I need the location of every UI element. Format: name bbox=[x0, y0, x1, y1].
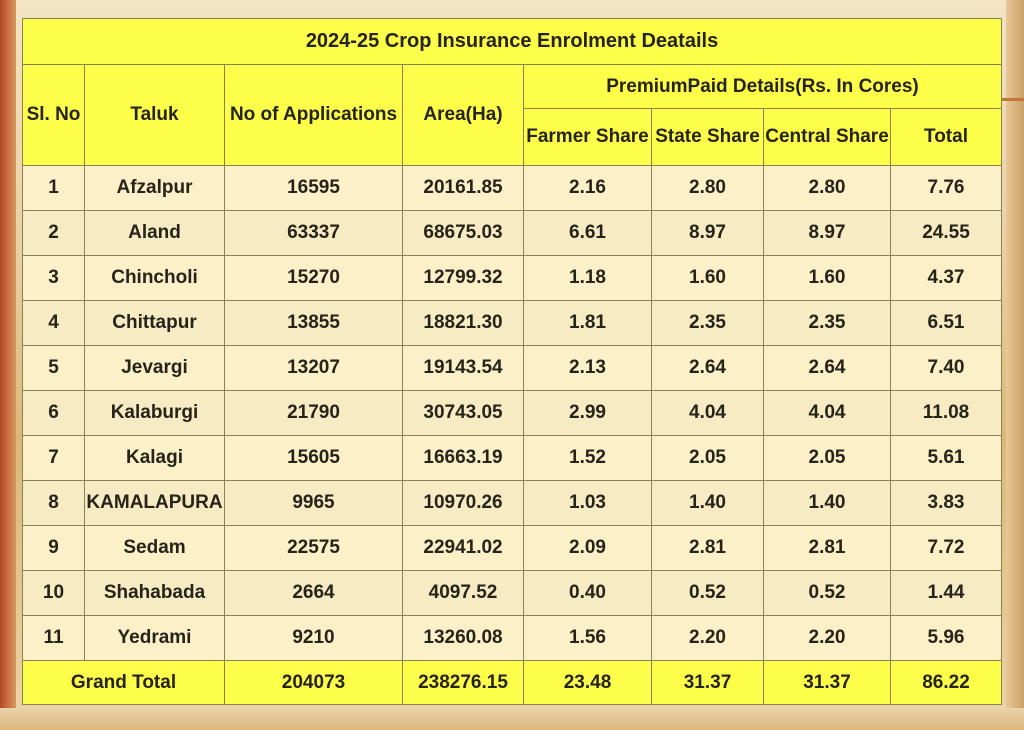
cell-area: 12799.32 bbox=[403, 256, 524, 301]
cell-farmer-share: 1.03 bbox=[524, 481, 652, 526]
cell-farmer-share: 1.56 bbox=[524, 616, 652, 661]
cell-farmer-share: 1.52 bbox=[524, 436, 652, 481]
cell-sl-no: 3 bbox=[23, 256, 85, 301]
cell-farmer-share: 1.18 bbox=[524, 256, 652, 301]
cell-area: 20161.85 bbox=[403, 166, 524, 211]
cell-area: 19143.54 bbox=[403, 346, 524, 391]
cell-total: 11.08 bbox=[891, 391, 1002, 436]
table-row bbox=[23, 391, 1002, 436]
cell-total: 4.37 bbox=[891, 256, 1002, 301]
table-row bbox=[23, 301, 1002, 346]
grand-total-row bbox=[23, 661, 1002, 705]
cell-area: 22941.02 bbox=[403, 526, 524, 571]
left-frame-border bbox=[0, 0, 16, 730]
cell-applications: 9210 bbox=[225, 616, 403, 661]
cell-total: 5.61 bbox=[891, 436, 1002, 481]
cell-state-share: 0.52 bbox=[652, 571, 764, 616]
grand-total-total: 86.22 bbox=[891, 661, 1002, 705]
cell-taluk: Shahabada bbox=[85, 571, 225, 616]
cell-farmer-share: 1.81 bbox=[524, 301, 652, 346]
cell-taluk: Chittapur bbox=[85, 301, 225, 346]
cell-farmer-share: 2.16 bbox=[524, 166, 652, 211]
cell-taluk: Chincholi bbox=[85, 256, 225, 301]
table-row bbox=[23, 436, 1002, 481]
cell-sl-no: 8 bbox=[23, 481, 85, 526]
header-state-share: State Share bbox=[652, 109, 764, 166]
header-farmer-share: Farmer Share bbox=[524, 109, 652, 166]
cell-applications: 13855 bbox=[225, 301, 403, 346]
cell-farmer-share: 6.61 bbox=[524, 211, 652, 256]
cell-central-share: 2.81 bbox=[764, 526, 891, 571]
cell-total: 7.72 bbox=[891, 526, 1002, 571]
cell-sl-no: 9 bbox=[23, 526, 85, 571]
cell-central-share: 1.60 bbox=[764, 256, 891, 301]
cell-applications: 63337 bbox=[225, 211, 403, 256]
header-applications: No of Applications bbox=[225, 65, 403, 166]
table-row bbox=[23, 616, 1002, 661]
cell-farmer-share: 2.09 bbox=[524, 526, 652, 571]
cell-sl-no: 4 bbox=[23, 301, 85, 346]
cell-total: 3.83 bbox=[891, 481, 1002, 526]
cell-sl-no: 5 bbox=[23, 346, 85, 391]
cell-applications: 22575 bbox=[225, 526, 403, 571]
cell-area: 16663.19 bbox=[403, 436, 524, 481]
cell-area: 10970.26 bbox=[403, 481, 524, 526]
cell-taluk: Jevargi bbox=[85, 346, 225, 391]
cell-taluk: Kalaburgi bbox=[85, 391, 225, 436]
cell-applications: 15605 bbox=[225, 436, 403, 481]
cell-applications: 13207 bbox=[225, 346, 403, 391]
table-title: 2024-25 Crop Insurance Enrolment Deatails bbox=[23, 19, 1002, 65]
cell-taluk: Aland bbox=[85, 211, 225, 256]
table-row bbox=[23, 346, 1002, 391]
cell-area: 4097.52 bbox=[403, 571, 524, 616]
table-body bbox=[23, 166, 1002, 661]
cell-area: 13260.08 bbox=[403, 616, 524, 661]
cell-applications: 16595 bbox=[225, 166, 403, 211]
cell-taluk: Kalagi bbox=[85, 436, 225, 481]
cell-state-share: 2.81 bbox=[652, 526, 764, 571]
cell-central-share: 8.97 bbox=[764, 211, 891, 256]
header-premium-group: PremiumPaid Details(Rs. In Cores) bbox=[524, 65, 1002, 109]
cell-sl-no: 11 bbox=[23, 616, 85, 661]
cell-sl-no: 6 bbox=[23, 391, 85, 436]
table-row bbox=[23, 481, 1002, 526]
cell-sl-no: 1 bbox=[23, 166, 85, 211]
header-central-share: Central Share bbox=[764, 109, 891, 166]
header-taluk: Taluk bbox=[85, 65, 225, 166]
table-row bbox=[23, 571, 1002, 616]
cell-central-share: 2.80 bbox=[764, 166, 891, 211]
grand-total-label: Grand Total bbox=[23, 661, 225, 705]
table-row bbox=[23, 256, 1002, 301]
table-row bbox=[23, 166, 1002, 211]
cell-total: 24.55 bbox=[891, 211, 1002, 256]
cell-total: 7.76 bbox=[891, 166, 1002, 211]
cell-state-share: 2.35 bbox=[652, 301, 764, 346]
grand-total-central-share: 31.37 bbox=[764, 661, 891, 705]
grand-total-farmer-share: 23.48 bbox=[524, 661, 652, 705]
cell-total: 5.96 bbox=[891, 616, 1002, 661]
cell-taluk: KAMALAPURA bbox=[85, 481, 225, 526]
cell-total: 1.44 bbox=[891, 571, 1002, 616]
cell-central-share: 2.35 bbox=[764, 301, 891, 346]
table-row bbox=[23, 211, 1002, 256]
cell-state-share: 1.40 bbox=[652, 481, 764, 526]
header-sl-no: Sl. No bbox=[23, 65, 85, 166]
cell-state-share: 2.20 bbox=[652, 616, 764, 661]
cell-sl-no: 2 bbox=[23, 211, 85, 256]
crop-insurance-table bbox=[22, 18, 1002, 705]
cell-area: 18821.30 bbox=[403, 301, 524, 346]
cell-state-share: 1.60 bbox=[652, 256, 764, 301]
cell-farmer-share: 2.13 bbox=[524, 346, 652, 391]
cell-total: 6.51 bbox=[891, 301, 1002, 346]
cell-central-share: 1.40 bbox=[764, 481, 891, 526]
cell-central-share: 2.05 bbox=[764, 436, 891, 481]
cell-taluk: Sedam bbox=[85, 526, 225, 571]
cell-central-share: 2.64 bbox=[764, 346, 891, 391]
cell-state-share: 4.04 bbox=[652, 391, 764, 436]
cell-area: 30743.05 bbox=[403, 391, 524, 436]
cell-applications: 21790 bbox=[225, 391, 403, 436]
header-area: Area(Ha) bbox=[403, 65, 524, 166]
decorative-line bbox=[1000, 98, 1024, 101]
right-frame-border bbox=[1006, 0, 1024, 730]
cell-state-share: 2.80 bbox=[652, 166, 764, 211]
grand-total-applications: 204073 bbox=[225, 661, 403, 705]
cell-state-share: 2.05 bbox=[652, 436, 764, 481]
cell-taluk: Afzalpur bbox=[85, 166, 225, 211]
cell-state-share: 8.97 bbox=[652, 211, 764, 256]
cell-central-share: 0.52 bbox=[764, 571, 891, 616]
table-row bbox=[23, 526, 1002, 571]
cell-sl-no: 10 bbox=[23, 571, 85, 616]
header-total: Total bbox=[891, 109, 1002, 166]
cell-area: 68675.03 bbox=[403, 211, 524, 256]
grand-total-state-share: 31.37 bbox=[652, 661, 764, 705]
grand-total-area: 238276.15 bbox=[403, 661, 524, 705]
cell-applications: 15270 bbox=[225, 256, 403, 301]
cell-applications: 2664 bbox=[225, 571, 403, 616]
cell-farmer-share: 2.99 bbox=[524, 391, 652, 436]
bottom-frame-border bbox=[0, 708, 1024, 730]
cell-total: 7.40 bbox=[891, 346, 1002, 391]
cell-central-share: 2.20 bbox=[764, 616, 891, 661]
cell-taluk: Yedrami bbox=[85, 616, 225, 661]
cell-farmer-share: 0.40 bbox=[524, 571, 652, 616]
cell-applications: 9965 bbox=[225, 481, 403, 526]
cell-sl-no: 7 bbox=[23, 436, 85, 481]
cell-central-share: 4.04 bbox=[764, 391, 891, 436]
cell-state-share: 2.64 bbox=[652, 346, 764, 391]
